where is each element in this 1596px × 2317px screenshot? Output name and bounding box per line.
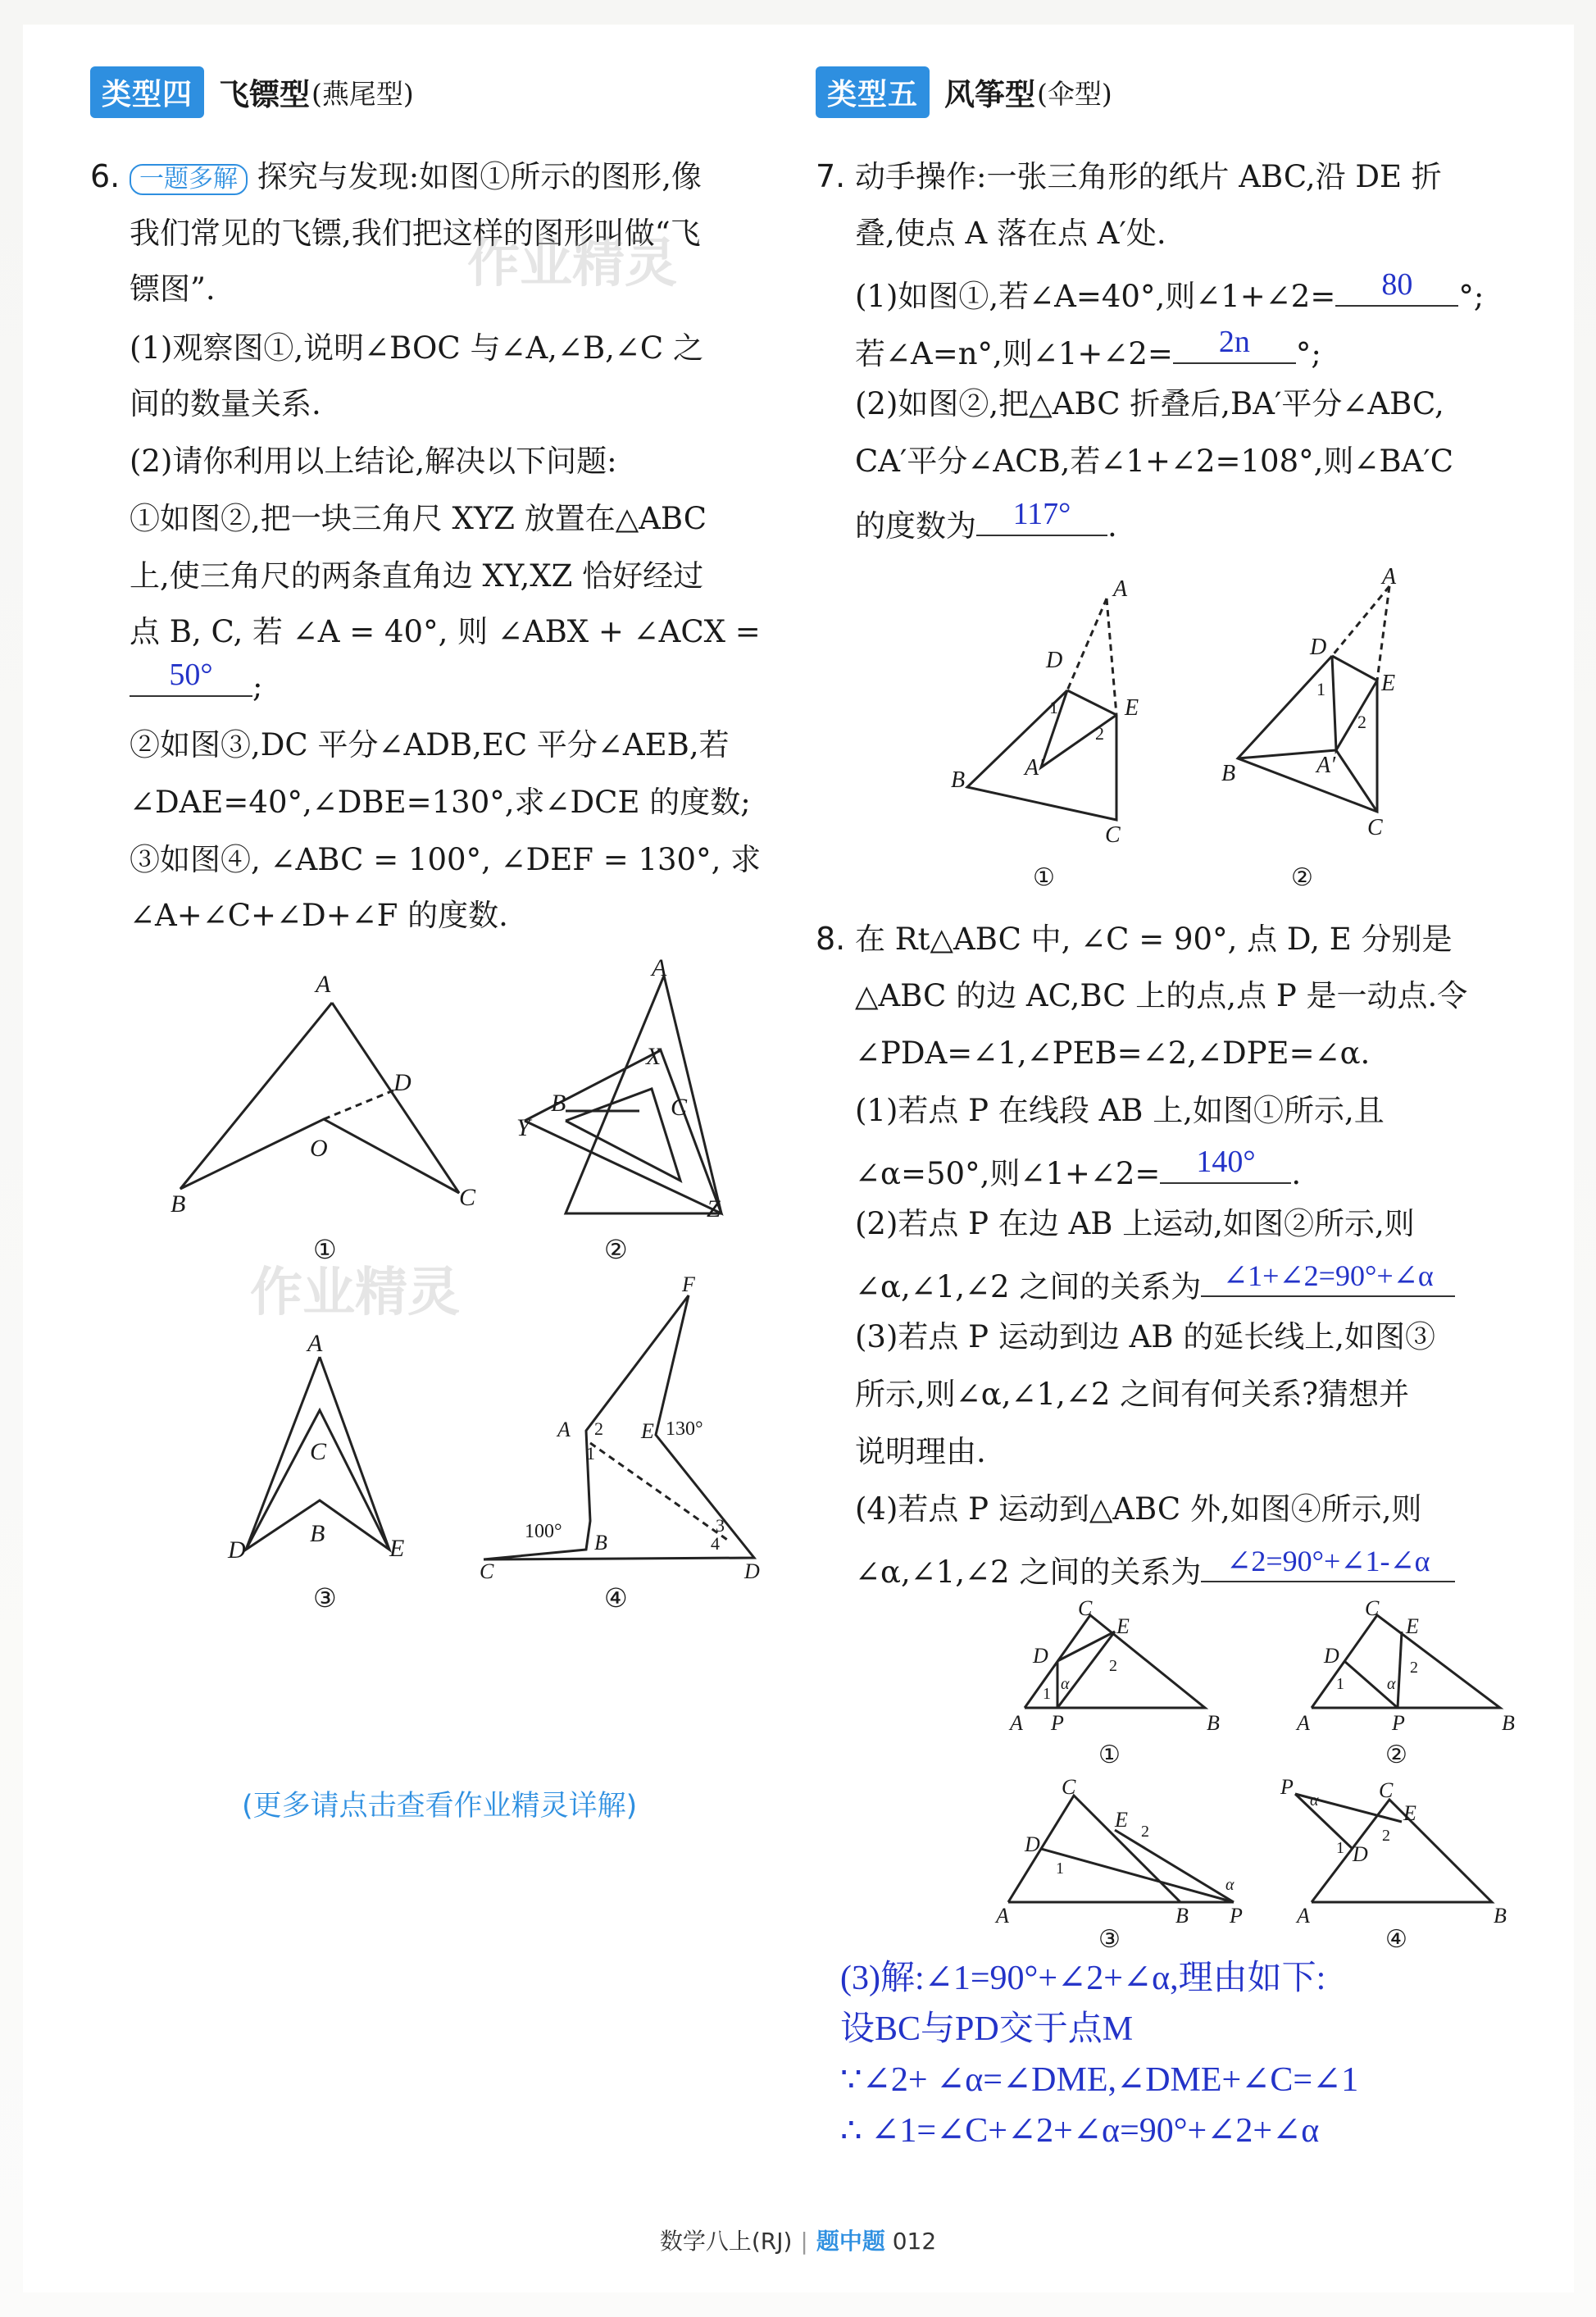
question-8-part-4-answer xyxy=(855,1545,1455,1590)
punctuation: ; xyxy=(252,669,263,704)
section-subtitle: (燕尾型) xyxy=(311,77,414,110)
figure-caption: ① xyxy=(313,1235,337,1264)
question-text: ∠A+∠C+∠D+∠F 的度数. xyxy=(130,898,508,933)
svg-text:C: C xyxy=(1062,1775,1076,1799)
question-number: 6. xyxy=(90,158,120,194)
figure-1-dart xyxy=(180,1003,459,1193)
figure-caption: ② xyxy=(1291,864,1313,891)
svg-text:Y: Y xyxy=(516,1114,530,1141)
question-7-part-2-answer xyxy=(855,497,1117,544)
question-text: ∠α,∠1,∠2 之间的关系为 xyxy=(855,1269,1202,1304)
section-header-type-four xyxy=(90,67,414,116)
svg-text:B: B xyxy=(1502,1711,1515,1735)
svg-text:α: α xyxy=(1310,1791,1319,1809)
series-name: 题中题 xyxy=(816,2228,885,2255)
figure-caption: ④ xyxy=(604,1583,628,1613)
svg-text:C: C xyxy=(1379,1778,1394,1802)
svg-text:X: X xyxy=(646,1043,662,1070)
question-text: (1)如图①,若∠A=40°,则∠1+∠2= xyxy=(855,279,1336,314)
svg-text:α: α xyxy=(1387,1675,1396,1693)
svg-text:100°: 100° xyxy=(525,1521,562,1542)
svg-text:2: 2 xyxy=(1141,1823,1149,1841)
q7-figure-2-fold-bisector xyxy=(1238,586,1389,812)
question-text: (2)若点 P 在边 AB 上运动,如图②所示,则 xyxy=(855,1206,1415,1241)
figure-caption: ① xyxy=(1098,1741,1121,1768)
svg-text:D: D xyxy=(1324,1644,1339,1668)
svg-text:D: D xyxy=(744,1559,760,1583)
svg-text:C: C xyxy=(459,1184,476,1211)
figure-4-zigzag xyxy=(484,1295,754,1559)
more-details-link[interactable]: (更多请点击查看作业精灵详解) xyxy=(242,1790,638,1823)
svg-text:α: α xyxy=(1061,1675,1070,1693)
handwritten-answer: 117° xyxy=(1012,497,1071,531)
question-text: (1)观察图①,说明∠BOC 与∠A,∠B,∠C 之 xyxy=(130,330,703,366)
watermark: 作业精灵 xyxy=(467,234,677,294)
section-subtitle: (伞型) xyxy=(1037,77,1112,110)
section-tag: 类型四 xyxy=(90,66,204,118)
book-title: 数学八上(RJ) xyxy=(659,2228,793,2255)
section-title: 飞镖型 xyxy=(219,77,311,112)
q7-figures xyxy=(943,566,1533,894)
question-6-line-1 xyxy=(90,158,703,195)
svg-text:2: 2 xyxy=(1095,723,1104,744)
punctuation: °; xyxy=(1458,279,1485,314)
svg-text:C: C xyxy=(480,1559,494,1583)
svg-text:E: E xyxy=(1406,1614,1419,1638)
figure-caption: ② xyxy=(604,1235,628,1264)
handwritten-answer: 50° xyxy=(169,658,213,692)
q7-figure-1-fold xyxy=(967,599,1116,820)
svg-text:A′: A′ xyxy=(1316,753,1336,778)
svg-text:E: E xyxy=(389,1535,405,1562)
svg-text:1: 1 xyxy=(1043,1685,1051,1703)
question-text: 的度数为 xyxy=(855,508,976,544)
svg-text:A: A xyxy=(652,959,667,981)
question-text: (4)若点 P 运动到△ABC 外,如图④所示,则 xyxy=(855,1491,1422,1527)
question-7-part-1 xyxy=(855,267,1485,314)
question-text: ∠DAE=40°,∠DBE=130°,求∠DCE 的度数; xyxy=(130,785,751,820)
answer-blank[interactable] xyxy=(1335,267,1458,307)
question-text: (3)若点 P 运动到边 AB 的延长线上,如图③ xyxy=(855,1319,1436,1354)
page-number: 012 xyxy=(892,2228,937,2255)
question-text: 点 B, C, 若 ∠A = 40°, 则 ∠ABX + ∠ACX = xyxy=(130,614,761,649)
svg-text:A′: A′ xyxy=(1025,755,1044,781)
question-text: (2)请你利用以上结论,解决以下问题: xyxy=(130,444,617,479)
answer-blank[interactable] xyxy=(1201,1259,1455,1297)
svg-text:D: D xyxy=(228,1536,246,1564)
svg-text:A: A xyxy=(316,971,331,998)
svg-text:E: E xyxy=(641,1419,654,1443)
svg-text:P: P xyxy=(1051,1711,1064,1735)
svg-text:A: A xyxy=(1010,1711,1023,1735)
section-tag: 类型五 xyxy=(816,66,930,118)
svg-text:1: 1 xyxy=(1336,1839,1344,1857)
question-text: ③如图④, ∠ABC = 100°, ∠DEF = 130°, 求 xyxy=(130,842,762,877)
handwritten-solution-line: (3)解:∠1=90°+∠2+∠α,理由如下: xyxy=(840,1960,1326,1997)
question-text: ①如图②,把一块三角尺 XYZ 放置在△ABC xyxy=(130,501,707,536)
question-text: 所示,则∠α,∠1,∠2 之间有何关系?猜想并 xyxy=(855,1377,1409,1412)
svg-text:D: D xyxy=(393,1069,412,1096)
multi-solution-badge[interactable]: 一题多解 xyxy=(130,164,248,195)
answer-blank[interactable] xyxy=(130,658,252,697)
svg-text:O: O xyxy=(310,1135,328,1162)
svg-text:1: 1 xyxy=(1056,1860,1064,1878)
question-text: 在 Rt△ABC 中, ∠C = 90°, 点 D, E 分别是 xyxy=(855,922,1453,957)
question-text: (2)如图②,把△ABC 折叠后,BA′平分∠ABC, xyxy=(855,386,1444,421)
svg-text:4: 4 xyxy=(711,1533,720,1554)
handwritten-answer: 80 xyxy=(1381,267,1413,302)
figure-caption: ③ xyxy=(1098,1926,1121,1951)
svg-text:B: B xyxy=(594,1531,607,1555)
page-footer: 数学八上(RJ) | 题中题 012 xyxy=(659,2228,937,2255)
svg-text:A: A xyxy=(1297,1711,1310,1735)
question-7-part-1b xyxy=(855,325,1321,371)
svg-text:A: A xyxy=(1382,566,1397,589)
svg-text:1: 1 xyxy=(1316,679,1325,699)
svg-text:A: A xyxy=(1297,1904,1310,1928)
svg-text:D: D xyxy=(1025,1832,1040,1856)
svg-text:B: B xyxy=(1207,1711,1220,1735)
svg-text:2: 2 xyxy=(1410,1659,1418,1677)
handwritten-solution-line: 设BC与PD交于点M xyxy=(840,2010,1134,2048)
svg-text:P: P xyxy=(1280,1775,1294,1799)
figure-caption: ③ xyxy=(313,1583,337,1613)
question-number: 7. xyxy=(816,158,846,194)
handwritten-solution-line: ∴ ∠1=∠C+∠2+∠α=90°+∠2+∠α xyxy=(840,2112,1320,2150)
question-text: CA′平分∠ACB,若∠1+∠2=108°,则∠BA′C xyxy=(855,444,1454,479)
question-text: 动手操作:一张三角形的纸片 ABC,沿 DE 折 xyxy=(855,159,1442,194)
answer-line-q6 xyxy=(130,658,263,704)
svg-text:A: A xyxy=(1113,576,1128,602)
svg-text:B: B xyxy=(171,1190,186,1218)
svg-text:D: D xyxy=(1353,1842,1368,1866)
svg-text:2: 2 xyxy=(1109,1657,1117,1675)
question-text: 叠,使点 A 落在点 A′处. xyxy=(855,216,1166,251)
svg-text:D: D xyxy=(1046,648,1063,673)
svg-text:1: 1 xyxy=(1049,697,1058,717)
svg-text:2: 2 xyxy=(1357,712,1366,732)
q8-figure-4 xyxy=(1295,1794,1492,1902)
svg-text:1: 1 xyxy=(1336,1675,1344,1693)
svg-text:2: 2 xyxy=(1382,1827,1390,1845)
q8-figures xyxy=(992,1591,1533,1951)
question-text: 我们常见的飞镖,我们把这样的图形叫做“飞 xyxy=(130,216,701,251)
svg-text:C: C xyxy=(671,1094,688,1121)
question-text: (1)若点 P 在线段 AB 上,如图①所示,且 xyxy=(855,1093,1385,1128)
punctuation: °; xyxy=(1295,336,1321,371)
svg-text:B: B xyxy=(1494,1904,1507,1928)
svg-text:B: B xyxy=(951,767,966,793)
svg-text:E: E xyxy=(1125,695,1139,721)
svg-text:D: D xyxy=(1310,635,1327,660)
handwritten-answer: ∠2=90°+∠1-∠α xyxy=(1226,1545,1430,1577)
svg-text:F: F xyxy=(682,1272,695,1296)
watermark: 作业精灵 xyxy=(250,1263,460,1323)
handwritten-answer: 140° xyxy=(1196,1145,1256,1179)
svg-text:P: P xyxy=(1230,1904,1243,1928)
svg-text:B: B xyxy=(1221,761,1236,786)
question-text: 说明理由. xyxy=(855,1434,986,1469)
svg-text:3: 3 xyxy=(716,1515,725,1536)
svg-text:C: C xyxy=(310,1438,327,1465)
punctuation: . xyxy=(1107,508,1117,544)
question-text: 探究与发现:如图①所示的图形,像 xyxy=(257,159,703,194)
svg-text:A: A xyxy=(557,1418,571,1441)
section-header-type-five xyxy=(816,67,1112,116)
answer-blank[interactable] xyxy=(976,497,1107,536)
question-text: 镖图”. xyxy=(130,271,216,307)
question-text: 间的数量关系. xyxy=(130,386,321,421)
figure-caption: ② xyxy=(1385,1741,1407,1768)
figure-caption: ④ xyxy=(1385,1926,1407,1951)
question-8-part-2-answer xyxy=(855,1259,1455,1304)
svg-text:A: A xyxy=(307,1330,323,1357)
svg-text:Z: Z xyxy=(707,1195,721,1222)
svg-text:α: α xyxy=(1225,1876,1235,1894)
question-text: 上,使三角尺的两条直角边 XY,XZ 恰好经过 xyxy=(130,558,704,594)
handwritten-answer: ∠1+∠2=90°+∠α xyxy=(1223,1259,1434,1292)
answer-blank[interactable] xyxy=(1201,1545,1455,1582)
question-text: 若∠A=n°,则∠1+∠2= xyxy=(855,336,1173,371)
svg-text:E: E xyxy=(1403,1801,1416,1825)
svg-text:B: B xyxy=(310,1520,325,1547)
question-text: ②如图③,DC 平分∠ADB,EC 平分∠AEB,若 xyxy=(130,727,730,762)
question-text: ∠α,∠1,∠2 之间的关系为 xyxy=(855,1555,1202,1590)
question-text: ∠α=50°,则∠1+∠2= xyxy=(855,1156,1161,1191)
question-8-line-1 xyxy=(816,921,1453,957)
svg-text:C: C xyxy=(1078,1596,1093,1620)
handwritten-answer: 2n xyxy=(1218,325,1250,359)
svg-text:E: E xyxy=(1381,671,1396,696)
question-text: △ABC 的边 AC,BC 上的点,点 P 是一动点.令 xyxy=(855,978,1468,1013)
svg-text:B: B xyxy=(1175,1904,1189,1928)
svg-text:C: C xyxy=(1105,822,1121,848)
svg-text:E: E xyxy=(1116,1614,1130,1638)
question-8-part-1-answer xyxy=(855,1145,1302,1191)
svg-text:130°: 130° xyxy=(666,1418,703,1440)
handwritten-solution-line: ∵∠2+ ∠α=∠DME,∠DME+∠C=∠1 xyxy=(840,2061,1359,2099)
answer-blank[interactable] xyxy=(1173,325,1296,364)
svg-text:C: C xyxy=(1367,815,1383,840)
answer-blank[interactable] xyxy=(1160,1145,1291,1184)
svg-text:D: D xyxy=(1033,1644,1048,1668)
question-number: 8. xyxy=(816,921,846,957)
svg-text:1: 1 xyxy=(586,1443,595,1463)
question-7-line-1 xyxy=(816,158,1442,194)
svg-text:A: A xyxy=(996,1904,1009,1928)
punctuation: . xyxy=(1291,1156,1302,1191)
svg-text:P: P xyxy=(1392,1711,1405,1735)
section-title: 风筝型 xyxy=(944,77,1036,112)
svg-text:E: E xyxy=(1115,1808,1128,1832)
svg-text:C: C xyxy=(1365,1596,1380,1620)
question-text: ∠PDA=∠1,∠PEB=∠2,∠DPE=∠α. xyxy=(855,1036,1371,1071)
svg-text:B: B xyxy=(551,1090,566,1117)
svg-text:2: 2 xyxy=(594,1418,603,1439)
figure-caption: ① xyxy=(1033,864,1055,891)
